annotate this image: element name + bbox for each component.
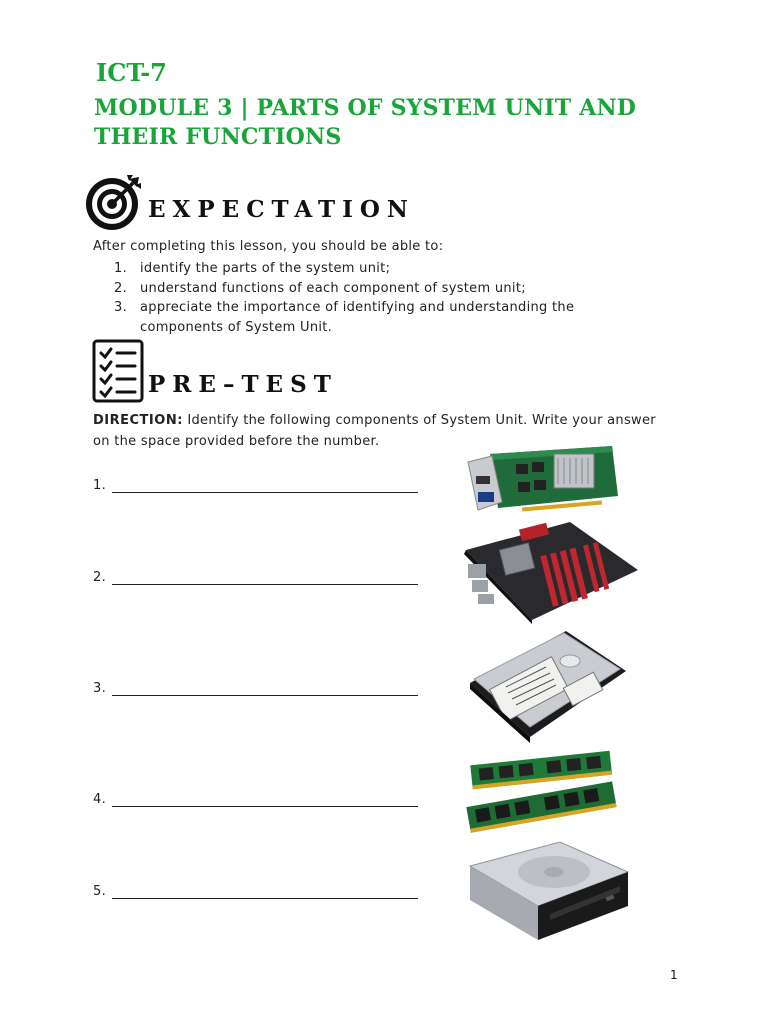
ram-modules-image: [462, 748, 622, 840]
answer-blank[interactable]: [112, 584, 418, 585]
expectation-intro: After completing this lesson, you should be able to:: [93, 239, 444, 254]
list-item: [114, 298, 654, 337]
target-icon: [83, 173, 143, 233]
checklist-icon: [92, 339, 144, 403]
answer-row-2: [93, 570, 423, 590]
list-item-text: understand functions of each component of system unit;: [140, 280, 526, 296]
list-item: [114, 259, 654, 279]
module-title-line2: THEIR FUNCTIONS: [94, 124, 342, 150]
answer-blank[interactable]: [112, 492, 418, 493]
motherboard-image: [458, 520, 642, 624]
course-code: ICT-7: [96, 58, 167, 87]
answer-number: 4.: [93, 792, 107, 807]
module-title-line1: MODULE 3 | PARTS OF SYSTEM UNIT AND: [94, 95, 637, 121]
answer-number: 5.: [93, 884, 107, 899]
list-item-number: 2.: [114, 280, 128, 296]
list-item-number: 1.: [114, 261, 128, 276]
list-item: [114, 279, 654, 299]
list-item-text: appreciate the importance of identifying and understanding the components of System Unit.: [140, 300, 575, 335]
answer-number: 3.: [93, 681, 107, 696]
answer-blank[interactable]: [112, 695, 418, 696]
expectation-heading: EXPECTATION: [148, 196, 415, 223]
objectives-list: [114, 259, 654, 337]
module-title: [94, 94, 734, 152]
answer-blank[interactable]: [112, 898, 418, 899]
optical-drive-image: [464, 840, 634, 948]
pretest-heading: PRE–TEST: [148, 371, 338, 398]
answer-blank[interactable]: [112, 806, 418, 807]
answer-row-4: [93, 792, 423, 812]
video-card-image: [462, 442, 622, 520]
hard-disk-drive-image: [466, 627, 630, 743]
answer-row-3: [93, 681, 423, 701]
answer-number: 2.: [93, 570, 107, 585]
answer-row-5: [93, 884, 423, 904]
page-number: 1: [670, 968, 678, 982]
direction-label: DIRECTION:: [93, 413, 183, 428]
list-item-number: 3.: [114, 300, 128, 315]
direction-text: Identify the following components of System Unit. Write your answer on the space provided before the number.: [93, 413, 656, 449]
answer-row-1: [93, 478, 423, 498]
answer-number: 1.: [93, 478, 107, 493]
list-item-text: identify the parts of the system unit;: [140, 261, 391, 276]
